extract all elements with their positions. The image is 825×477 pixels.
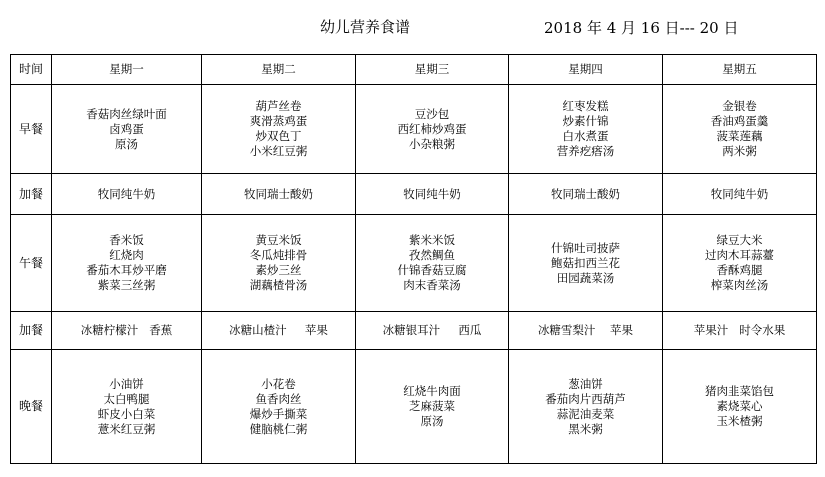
dish: 小杂粮粥 [409, 136, 455, 151]
dish: 牧同纯牛奶 [403, 186, 461, 201]
row-label-lunch: 午餐 [11, 215, 52, 312]
page-title: 幼儿营养食谱 [320, 18, 411, 36]
breakfast-row [11, 85, 817, 174]
dish: 湖藕楂骨汤 [249, 278, 308, 292]
dish: 小花卷 [261, 376, 296, 391]
breakfast-tue [202, 85, 356, 174]
row-label-snack-afternoon: 加餐 [11, 312, 52, 350]
dish: 香酥鸡腿 [716, 263, 763, 277]
dish: 菠菜莲藕 [716, 129, 763, 143]
dish: 西红柿炒鸡蛋 [397, 121, 467, 136]
dish: 绿豆大米 [716, 233, 763, 247]
snack-row-morning [11, 174, 817, 215]
dish: 红烧牛肉面 [403, 384, 461, 398]
dish: 黄豆米饭 [255, 233, 302, 247]
day-header-wed: 星期三 [356, 55, 509, 85]
dish: 健脑桃仁粥 [249, 421, 308, 436]
dish: 芝麻菠菜 [409, 399, 455, 413]
dish: 炒素什锦 [562, 114, 609, 128]
dish: 葱油饼 [568, 376, 603, 391]
day-header-mon: 星期一 [52, 55, 202, 85]
dish: 番茄肉片西葫芦 [545, 391, 626, 406]
row-label-snack-morning: 加餐 [11, 174, 52, 215]
snack-fri [663, 174, 817, 215]
date-range: 2018 年 4 月 16 日--- 20 日 [544, 19, 739, 37]
dish: 两米粥 [722, 144, 757, 158]
dish: 鲍菇扣西兰花 [551, 255, 620, 270]
dish: 黑米粥 [568, 421, 603, 436]
lunch-tue [202, 215, 356, 312]
dish: 牧同纯牛奶 [710, 186, 769, 201]
dish: 牧同瑞士酸奶 [244, 186, 313, 201]
snack-row-afternoon [11, 312, 817, 350]
dish: 紫菜三丝粥 [97, 278, 156, 292]
dish: 冬瓜炖排骨 [249, 248, 308, 262]
dish: 原汤 [115, 136, 138, 151]
snack-tue [202, 174, 356, 215]
dish: 蒜泥油麦菜 [556, 406, 615, 421]
dish: 豆沙包 [414, 106, 450, 121]
breakfast-wed [356, 85, 509, 174]
snack-pm-wed [356, 312, 509, 350]
dish: 小米红豆粥 [249, 144, 308, 158]
dish: 素炒三丝 [255, 263, 302, 277]
dish: 苹果汁 时令水果 [693, 323, 786, 337]
dinner-row [11, 350, 817, 464]
dish: 什锦香菇豆腐 [397, 263, 467, 277]
dinner-thu [509, 350, 663, 464]
dish: 爽滑蒸鸡蛋 [249, 114, 308, 128]
dish: 肉末香菜汤 [403, 278, 461, 292]
dish: 牧同瑞士酸奶 [551, 186, 620, 201]
dish: 过肉木耳蒜薹 [705, 248, 774, 262]
day-header-tue: 星期二 [202, 55, 356, 85]
menu-table [10, 54, 817, 464]
dish: 田园蔬菜汤 [556, 270, 615, 285]
dish: 素烧菜心 [716, 399, 763, 413]
dish: 冰糖雪梨汁 苹果 [537, 323, 634, 337]
day-header-fri: 星期五 [663, 55, 817, 85]
dish: 牧同纯牛奶 [97, 186, 156, 201]
dish: 红枣发糕 [562, 99, 609, 113]
snack-mon [52, 174, 202, 215]
dish: 什锦吐司披萨 [551, 240, 620, 255]
dish: 营养疙瘩汤 [556, 144, 615, 158]
lunch-thu [509, 215, 663, 312]
dish: 太白鸭腿 [103, 391, 150, 406]
dish: 爆炒手撕菜 [249, 406, 308, 421]
corner-label: 时间 [11, 55, 52, 85]
lunch-mon [52, 215, 202, 312]
snack-pm-thu [509, 312, 663, 350]
lunch-fri [663, 215, 817, 312]
dish: 小油饼 [109, 376, 144, 391]
dish: 冰糖银耳汁 西瓜 [382, 323, 482, 337]
snack-pm-fri [663, 312, 817, 350]
page-header [0, 12, 825, 42]
dinner-fri [663, 350, 817, 464]
breakfast-mon [52, 85, 202, 174]
dish: 冰糖柠檬汁 香蕉 [80, 323, 173, 337]
dish: 红烧肉 [109, 248, 144, 262]
lunch-row [11, 215, 817, 312]
dish: 紫米米饭 [409, 233, 455, 247]
dish: 白水煮蛋 [562, 129, 609, 143]
dish: 玉米楂粥 [716, 414, 763, 428]
dinner-tue [202, 350, 356, 464]
snack-wed [356, 174, 509, 215]
dish: 香菇肉丝绿叶面 [86, 106, 167, 121]
snack-thu [509, 174, 663, 215]
dish: 榨菜肉丝汤 [710, 278, 769, 292]
day-header-thu: 星期四 [509, 55, 663, 85]
dish: 薏米红豆粥 [97, 421, 156, 436]
dish: 炒双色丁 [255, 129, 302, 143]
lunch-wed [356, 215, 509, 312]
dish: 番茄木耳炒平磨 [86, 263, 167, 277]
dinner-wed [356, 350, 509, 464]
breakfast-thu [509, 85, 663, 174]
dish: 金银卷 [722, 99, 757, 113]
dish: 虾皮小白菜 [97, 406, 156, 421]
dish: 葫芦丝卷 [255, 99, 302, 113]
dish: 冰糖山楂汁 苹果 [229, 323, 328, 337]
dish: 香米饭 [109, 233, 144, 247]
dish: 孜然鲷鱼 [409, 248, 455, 262]
row-label-dinner: 晚餐 [11, 350, 52, 464]
dish: 鱼香肉丝 [255, 391, 302, 406]
snack-pm-mon [52, 312, 202, 350]
dish: 猪肉韭菜馅包 [705, 384, 774, 398]
row-label-breakfast: 早餐 [11, 85, 52, 174]
dish: 香油鸡蛋羹 [710, 114, 769, 128]
dish: 卤鸡蛋 [109, 121, 144, 136]
header-row [11, 55, 817, 85]
breakfast-fri [663, 85, 817, 174]
snack-pm-tue [202, 312, 356, 350]
dinner-mon [52, 350, 202, 464]
dish: 原汤 [420, 414, 444, 428]
